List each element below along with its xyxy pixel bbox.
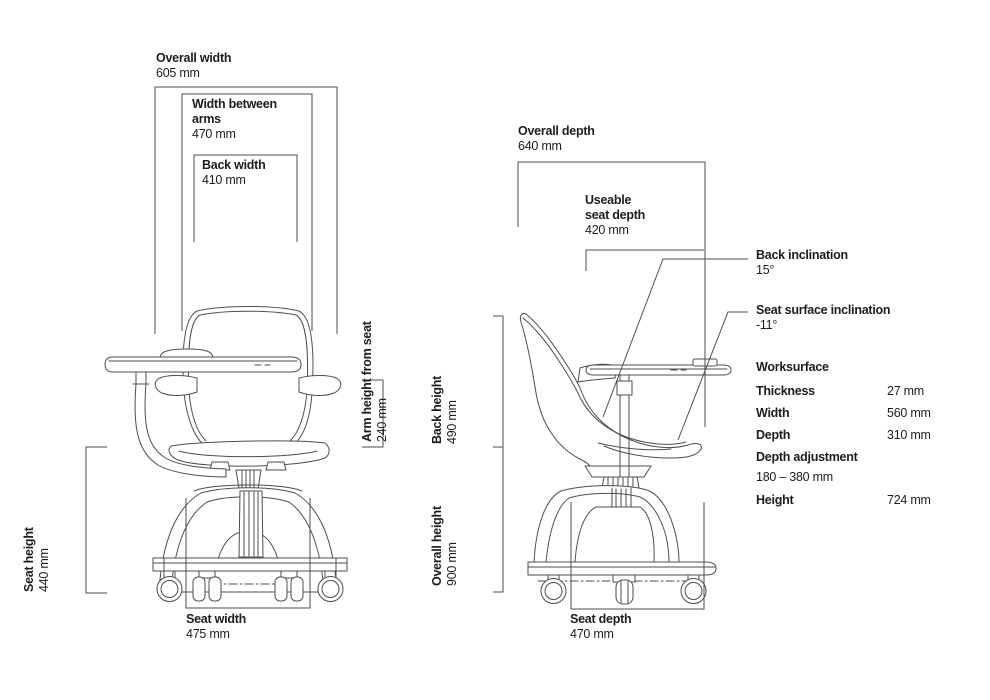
dimension-name: Overall height xyxy=(430,506,444,586)
front-view-chair-drawing xyxy=(105,307,347,602)
dimension-name: Seat width xyxy=(186,612,247,626)
row-value: 27 mm xyxy=(887,384,924,398)
dimension-value: 640 mm xyxy=(518,139,562,153)
back-height-label xyxy=(430,376,460,444)
seat-width-label xyxy=(186,612,246,642)
side-caster-right xyxy=(681,575,706,604)
dimension-value: 15° xyxy=(756,263,775,277)
useable-seat-depth-label xyxy=(585,193,651,238)
row-value: 310 mm xyxy=(887,428,931,442)
seat-surface-inclination-label xyxy=(756,303,890,333)
back-width-label xyxy=(202,158,266,188)
dimension-value: 475 mm xyxy=(186,627,230,641)
worksurface-title: Worksurface xyxy=(756,360,829,374)
dimension-value: 470 mm xyxy=(570,627,614,641)
seat-depth-label xyxy=(570,612,631,642)
worksurface-row-depth-adjustment xyxy=(756,450,858,465)
side-caster-left xyxy=(541,575,566,604)
front-base-rail xyxy=(153,558,347,571)
dimension-name: Useable seat depth xyxy=(585,193,646,222)
dimension-name: Width between arms xyxy=(192,97,277,126)
dimension-name: Arm height from seat xyxy=(360,321,374,442)
row-label: Thickness xyxy=(756,384,815,398)
worksurface-depth-adjustment-value xyxy=(756,470,833,485)
dimension-value: 240 mm xyxy=(375,398,389,442)
dimension-name: Seat height xyxy=(22,527,36,592)
row-value: 560 mm xyxy=(887,406,931,420)
height-bracket xyxy=(493,316,503,592)
worksurface-row-width xyxy=(756,406,976,421)
overall-width-label xyxy=(156,51,231,81)
front-back-shell xyxy=(183,307,313,447)
overall-height-label xyxy=(430,506,460,586)
useable-seat-depth-bracket xyxy=(586,250,704,271)
dimension-name: Back inclination xyxy=(756,248,848,262)
worksurface-row-height xyxy=(756,493,976,508)
overall-depth-label xyxy=(518,124,595,154)
dimension-value: 470 mm xyxy=(192,127,236,141)
dimension-name: Back height xyxy=(430,375,444,444)
side-base-platform xyxy=(528,562,716,575)
back-inclination-label xyxy=(756,248,848,278)
front-tablet xyxy=(105,357,301,372)
side-back-shell xyxy=(521,322,591,467)
dimension-name: Back width xyxy=(202,158,266,172)
dimension-value: 490 mm xyxy=(445,400,459,444)
side-caster-center xyxy=(613,575,635,604)
worksurface-row-thickness xyxy=(756,384,976,399)
row-label: Depth xyxy=(756,428,791,442)
arm-height-from-seat-label xyxy=(360,321,390,442)
dimension-name: Seat depth xyxy=(570,612,632,626)
seat-inclination-leader xyxy=(678,312,748,440)
seat-height-bracket xyxy=(86,447,107,593)
row-label: Depth adjustment xyxy=(756,450,858,464)
row-value: 180 – 380 mm xyxy=(756,470,833,484)
dimension-value: 440 mm xyxy=(37,548,51,592)
row-label: Width xyxy=(756,406,790,420)
dimension-value: 605 mm xyxy=(156,66,200,80)
width-between-arms-label xyxy=(192,97,284,142)
dimension-name: Seat surface inclination xyxy=(756,303,891,317)
row-value: 724 mm xyxy=(887,493,931,507)
front-column xyxy=(236,470,261,489)
dimension-value: 900 mm xyxy=(445,542,459,586)
seat-height-label xyxy=(22,527,52,592)
row-label: Height xyxy=(756,493,794,507)
dimension-name: Overall depth xyxy=(518,124,595,138)
dimension-value: -11° xyxy=(756,318,778,332)
dimension-value: 410 mm xyxy=(202,173,246,187)
front-armrest-right xyxy=(299,375,341,395)
front-armrest-left xyxy=(155,375,197,395)
dimension-value: 420 mm xyxy=(585,223,629,237)
worksurface-row-depth xyxy=(756,428,976,443)
dimension-name: Overall width xyxy=(156,51,232,65)
